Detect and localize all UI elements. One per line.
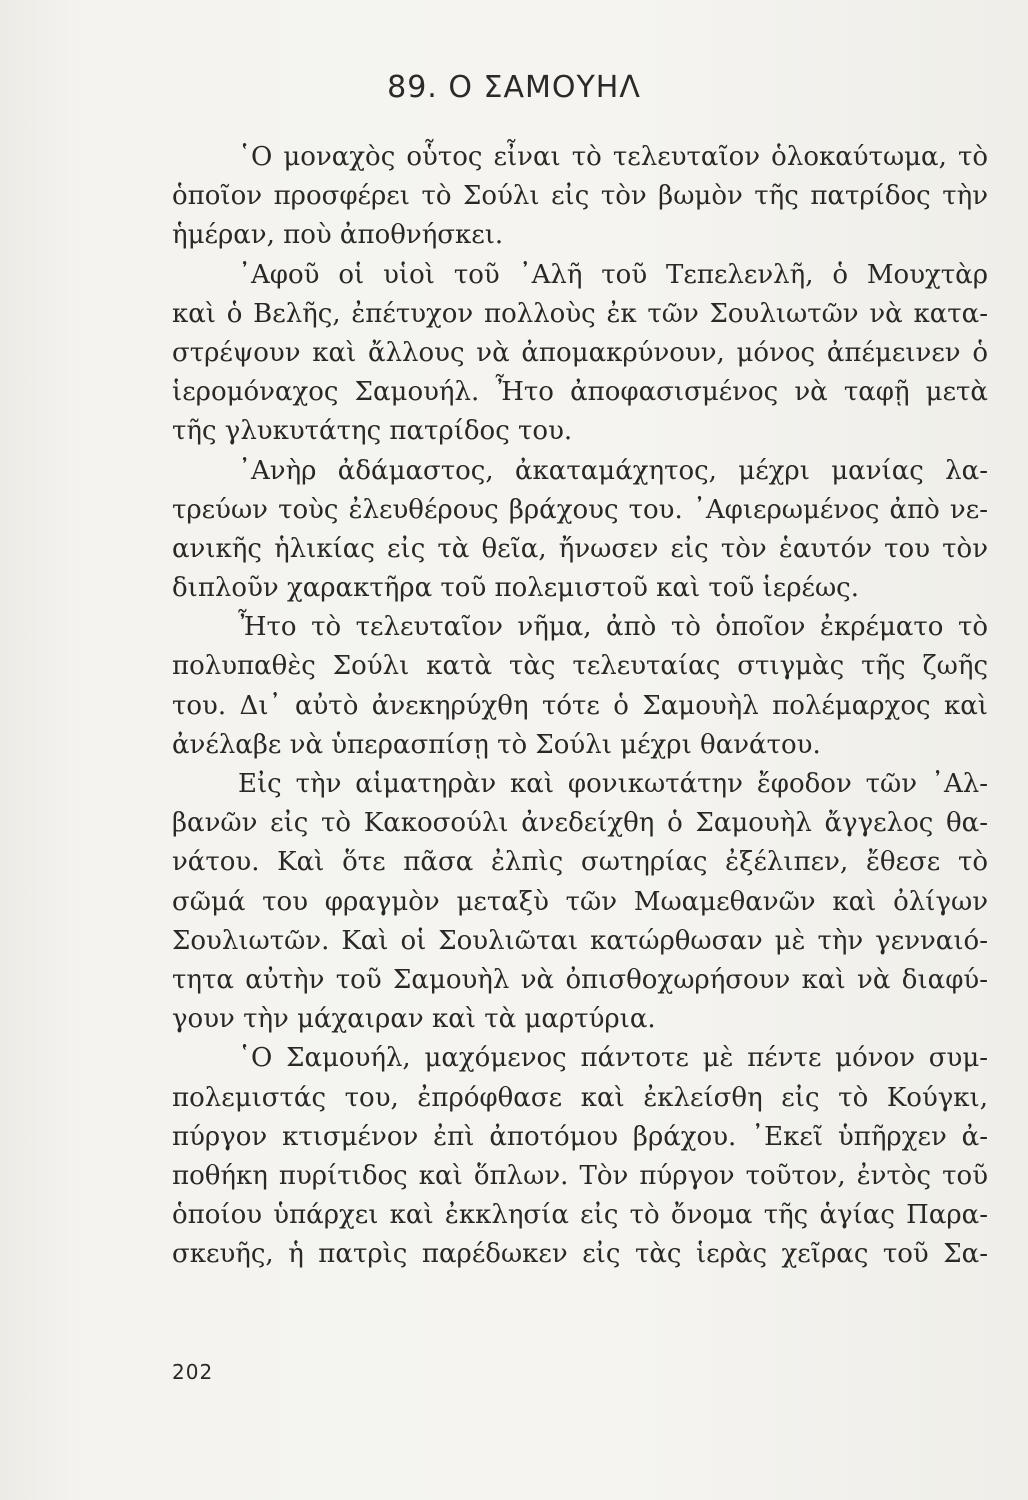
text-line: ανικῆς ἡλικίας εἰς τὰ θεῖα, ἤνωσεν εἰς τὸν ἑαυτόν του τὸν	[172, 533, 988, 564]
text-line: ἡμέραν, ποὺ ἀποθνήσκει.	[172, 220, 504, 251]
text-line: σῶμά του φραγμὸν μεταξὺ τῶν Μωαμεθανῶν καὶ ὀλίγων	[172, 886, 988, 917]
text-line: Σουλιωτῶν. Καὶ οἱ Σουλιῶται κατώρθωσαν μὲ τὴν γενναιό-	[172, 925, 988, 956]
text-line: του. Δι᾿ αὐτὸ ἀνεκηρύχθη τότε ὁ Σαμουὴλ πολέμαρχος καὶ	[172, 690, 988, 721]
text-line: ποθήκη πυρίτιδος καὶ ὅπλων. Τὸν πύργον τοῦτον, ἐντὸς τοῦ	[172, 1160, 988, 1191]
text-line: ᾿Ανὴρ ἀδάμαστος, ἀκαταμάχητος, μέχρι μανίας λα-	[238, 455, 988, 486]
text-line: πύργον κτισμένον ἐπὶ ἀποτόμου βράχου. ᾿Εκεῖ ὑπῆρχεν ἀ-	[172, 1121, 988, 1152]
text-line: γουν τὴν μάχαιραν καὶ τὰ μαρτύρια.	[172, 1004, 656, 1035]
text-line: ἱερομόναχος Σαμουήλ. Ἦτο ἀποφασισμένος νὰ ταφῇ μετὰ	[172, 377, 988, 408]
text-line: ῾Ο Σαμουήλ, μαχόμενος πάντοτε μὲ πέντε μόνον συμ-	[238, 1043, 988, 1074]
text-line: ῾Ο μοναχὸς οὗτος εἶναι τὸ τελευταῖον ὁλοκαύτωμα, τὸ	[238, 142, 988, 172]
text-line: ὁποῖον προσφέρει τὸ Σούλι εἰς τὸν βωμὸν τῆς πατρίδος τὴν	[172, 181, 988, 212]
text-line: ὁποίου ὑπάρχει καὶ ἐκκλησία εἰς τὸ ὄνομα τῆς ἁγίας Παρα-	[172, 1200, 988, 1231]
text-line: τῆς γλυκυτάτης πατρίδος του.	[172, 416, 573, 447]
text-line: στρέψουν καὶ ἄλλους νὰ ἀπομακρύνουν, μόνος ἀπέμεινεν ὁ	[172, 337, 988, 368]
text-line: Εἰς τὴν αἱματηρὰν καὶ φονικωτάτην ἔφοδον τῶν ᾿Αλ-	[238, 769, 988, 799]
chapter-title: 89. Ο ΣΑΜΟΥΗΛ	[387, 70, 641, 105]
text-line: ᾿Αφοῦ οἱ υἱοὶ τοῦ ᾿Αλῆ τοῦ Τεπελενλῆ, ὁ Μουχτὰρ	[238, 259, 988, 290]
text-line: διπλοῦν χαρακτῆρα τοῦ πολεμιστοῦ καὶ τοῦ ἱερέως.	[172, 573, 859, 604]
text-line: τρεύων τοὺς ἐλευθέρους βράχους του. ᾿Αφιερωμένος ἀπὸ νε-	[172, 494, 988, 525]
text-line: νάτου. Καὶ ὅτε πᾶσα ἐλπὶς σωτηρίας ἐξέλιπεν, ἔθεσε τὸ	[172, 847, 988, 878]
text-line: καὶ ὁ Βελῆς, ἐπέτυχον πολλοὺς ἐκ τῶν Σουλιωτῶν νὰ κατα-	[172, 298, 988, 329]
body-text	[172, 138, 988, 1274]
page-number: 202	[172, 1360, 214, 1384]
text-line: τητα αὐτὴν τοῦ Σαμουὴλ νὰ ὀπισθοχωρήσουν καὶ νὰ διαφύ-	[172, 964, 988, 995]
text-line: βανῶν εἰς τὸ Κακοσούλι ἀνεδείχθη ὁ Σαμουὴλ ἄγγελος θα-	[172, 808, 988, 839]
text-line: ἀνέλαβε νὰ ὑπερασπίσῃ τὸ Σούλι μέχρι θανάτου.	[172, 729, 821, 760]
text-line: πολεμιστάς του, ἐπρόφθασε καὶ ἐκλείσθη εἰς τὸ Κούγκι,	[172, 1082, 988, 1113]
text-line: σκευῆς, ἡ πατρὶς παρέδωκεν εἰς τὰς ἱερὰς χεῖρας τοῦ Σα-	[172, 1239, 988, 1270]
text-line: πολυπαθὲς Σούλι κατὰ τὰς τελευταίας στιγμὰς τῆς ζωῆς	[172, 651, 988, 682]
text-line: Ἦτο τὸ τελευταῖον νῆμα, ἀπὸ τὸ ὁποῖον ἐκρέματο τὸ	[238, 612, 988, 643]
